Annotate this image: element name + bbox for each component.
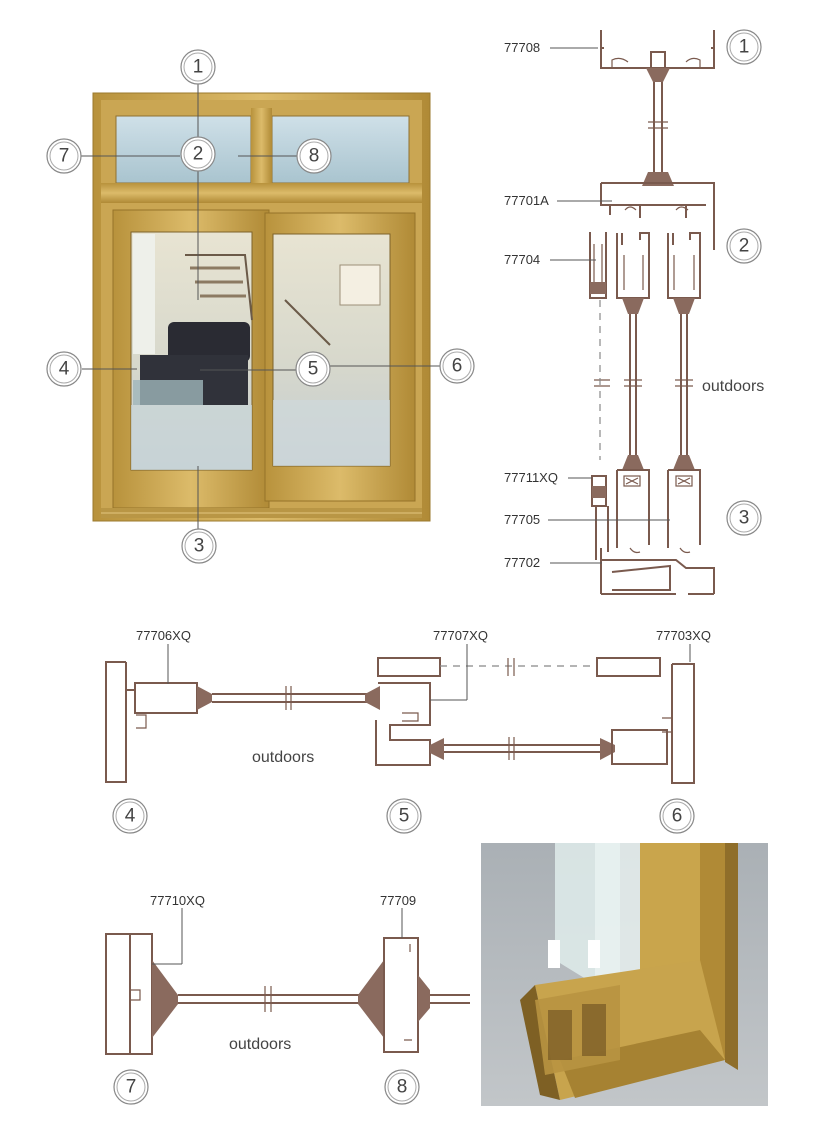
svg-text:6: 6 <box>671 805 683 827</box>
horizontal-section <box>106 658 694 783</box>
callout-3-window <box>182 529 216 563</box>
vertical-section-leaders <box>548 48 670 563</box>
callout-6-section <box>660 799 694 833</box>
transom-section-leaders <box>152 908 402 964</box>
svg-text:7: 7 <box>58 145 70 167</box>
svg-text:5: 5 <box>307 358 319 380</box>
label-77701A: 77701A <box>504 193 549 208</box>
label-77709: 77709 <box>380 893 417 908</box>
callout-8-window <box>297 139 331 173</box>
svg-text:8: 8 <box>308 145 320 167</box>
callout-5-window <box>296 352 330 386</box>
profile-3d-render <box>481 843 768 1106</box>
callout-8-section <box>385 1070 419 1104</box>
callout-1-window <box>181 50 215 84</box>
callout-7-window <box>47 139 81 173</box>
svg-text:5: 5 <box>398 805 410 827</box>
label-77710XQ: 77710XQ <box>150 893 205 908</box>
callout-7-section <box>114 1070 148 1104</box>
callout-6-window <box>440 349 474 383</box>
window-illustration <box>93 93 430 521</box>
transom-glass-right <box>272 116 409 183</box>
callout-4-section <box>113 799 147 833</box>
svg-text:1: 1 <box>192 56 204 78</box>
callout-2-window <box>181 137 215 171</box>
label-77706XQ: 77706XQ <box>136 628 191 643</box>
label-77711XQ: 77711XQ <box>504 470 558 485</box>
outdoors-label-fixed: outdoors <box>229 1036 292 1053</box>
svg-text:1: 1 <box>738 36 750 58</box>
label-77705: 77705 <box>504 512 541 527</box>
svg-text:2: 2 <box>192 143 204 165</box>
callout-3-section <box>727 501 761 535</box>
label-77702: 77702 <box>504 555 541 570</box>
svg-text:7: 7 <box>125 1076 137 1098</box>
svg-text:2: 2 <box>738 235 750 257</box>
label-77707XQ: 77707XQ <box>433 628 488 643</box>
callout-2-section <box>727 229 761 263</box>
svg-text:4: 4 <box>58 358 70 380</box>
svg-text:3: 3 <box>193 535 205 557</box>
outdoors-label-horizontal: outdoors <box>252 749 315 766</box>
svg-text:8: 8 <box>396 1076 408 1098</box>
svg-text:4: 4 <box>124 805 136 827</box>
callout-5-section <box>387 799 421 833</box>
callout-1-section <box>727 30 761 64</box>
label-77704: 77704 <box>504 252 541 267</box>
outdoors-label-vertical: outdoors <box>702 378 765 395</box>
callout-4-window <box>47 352 81 386</box>
svg-text:3: 3 <box>738 507 750 529</box>
vertical-section <box>590 30 714 594</box>
label-77708: 77708 <box>504 40 541 55</box>
label-77703XQ: 77703XQ <box>656 628 711 643</box>
svg-text:6: 6 <box>451 355 463 377</box>
